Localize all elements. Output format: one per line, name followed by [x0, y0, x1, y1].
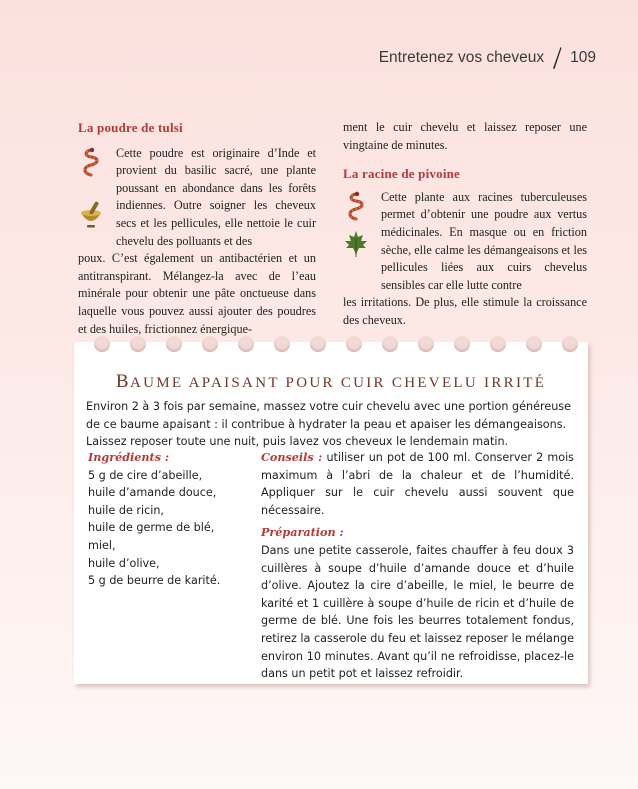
binding-hole-icon — [94, 336, 110, 352]
binding-hole-icon — [382, 336, 398, 352]
ingredient-item: huile de germe de blé, — [88, 521, 215, 535]
tulsi-continued-text: ment le cuir chevelu et laissez reposer une vingtaine de minutes. — [343, 120, 587, 152]
ingredient-item: 5 g de beurre de karité. — [88, 574, 221, 588]
notepad-holes — [74, 342, 588, 360]
chapter-title: Entretenez vos cheveux — [378, 49, 545, 66]
preparation-label: Préparation : — [261, 525, 344, 540]
ingredient-item: huile d’olive, — [88, 556, 160, 570]
snake-icon — [78, 147, 104, 177]
binding-hole-icon — [418, 336, 434, 352]
recipe-title — [74, 371, 588, 393]
section-title-pivoine: La racine de pivoine — [343, 166, 461, 182]
binding-hole-icon — [310, 336, 326, 352]
section-title-tulsi: La poudre de tulsi — [78, 120, 183, 135]
tulsi-flow-text: poux. C’est également un antibactérien et un antitranspirant. Mélangez-la avec de l’eau minérale pour obtenir une pâte onctueuse dans laquelle vous pouvez aussi ajouter des poudres et des huiles, frictionnez énergique- — [78, 251, 316, 336]
ingredient-item: huile de ricin, — [88, 503, 164, 517]
tulsi-indented-text: Cette poudre est originaire d’Inde et provient du basilic sacré, une plante poussant en abondance dans les forêts indiennes. Outre soigner les cheveux secs et les pellicules, elle nettoie le cuir chevelu des polluants et des — [116, 145, 316, 248]
recipe-card — [74, 342, 588, 684]
page-number: 109 — [570, 49, 596, 66]
pivoine-indented-text: Cette plante aux racines tuberculeuses permet d’obtenir une poudre aux vertus médicinales. En masque ou en friction sèche, elle calme les démangeaisons et les pellicules liées aux cuirs chevelus sensibles car elle lutte contre — [381, 189, 587, 292]
recipe-title-initial: B — [115, 371, 130, 392]
tips-label: Conseils : — [261, 450, 323, 464]
maple-leaf-icon — [343, 229, 369, 259]
tips-paragraph — [261, 449, 574, 519]
binding-hole-icon — [562, 336, 578, 352]
pivoine-indented-block — [343, 189, 587, 295]
recipe-intro: Environ 2 à 3 fois par semaine, massez votre cuir chevelu avec une portion généreuse de ce baume apaisant : il contribue à hydrater la peau et apaiser les démangeaisons. Laissez reposer toute une nuit, puis lavez vos cheveux le lendemain matin. — [86, 400, 572, 449]
binding-hole-icon — [238, 336, 254, 352]
binding-hole-icon — [274, 336, 290, 352]
recipe-title-rest: AUME APAISANT POUR CUIR CHEVELU IRRITÉ — [130, 375, 547, 391]
ingredients-label: Ingrédients : — [88, 450, 170, 464]
binding-hole-icon — [346, 336, 362, 352]
tips-and-preparation — [261, 449, 574, 683]
binding-hole-icon — [526, 336, 542, 352]
tips-text: utiliser un pot de 100 ml. Conserver 2 mois maximum à l’abri de la chaleur et de l’humidité. Appliquer sur le cuir chevelu aussi souvent que nécessaire. — [261, 451, 575, 517]
running-head — [379, 46, 596, 70]
mortar-pestle-icon — [78, 199, 104, 229]
ingredient-item: huile d’amande douce, — [88, 486, 217, 500]
snake-icon — [343, 191, 369, 221]
ingredients-block — [88, 449, 248, 590]
left-column — [78, 119, 316, 338]
binding-hole-icon — [130, 336, 146, 352]
binding-hole-icon — [202, 336, 218, 352]
pivoine-flow-text: les irritations. De plus, elle stimule la croissance des cheveux. — [343, 295, 587, 327]
preparation-text: Dans une petite casserole, faites chauffer à feu doux 3 cuillères à soupe d’huile d’amande douce et d’huile d’olive. Ajoutez la cire d’abeille, le miel, le beurre de karité et 1 cuillère à soupe d’huile de ricin et d’huile de germe de blé. Une fois les beurres totalement fondus, retirez la casserole du feu et laissez reposer le mélange environ 10 minutes. Avant qu’il ne refroidisse, placez-le dans un petit pot et laissez refroidir. — [261, 543, 574, 681]
binding-hole-icon — [490, 336, 506, 352]
ingredient-item: 5 g de cire d’abeille, — [88, 468, 203, 482]
binding-hole-icon — [166, 336, 182, 352]
slash-ornament-icon — [552, 46, 562, 70]
binding-hole-icon — [454, 336, 470, 352]
ingredient-item: miel, — [88, 538, 116, 552]
tulsi-indented-block — [78, 145, 316, 251]
right-column — [343, 119, 587, 330]
